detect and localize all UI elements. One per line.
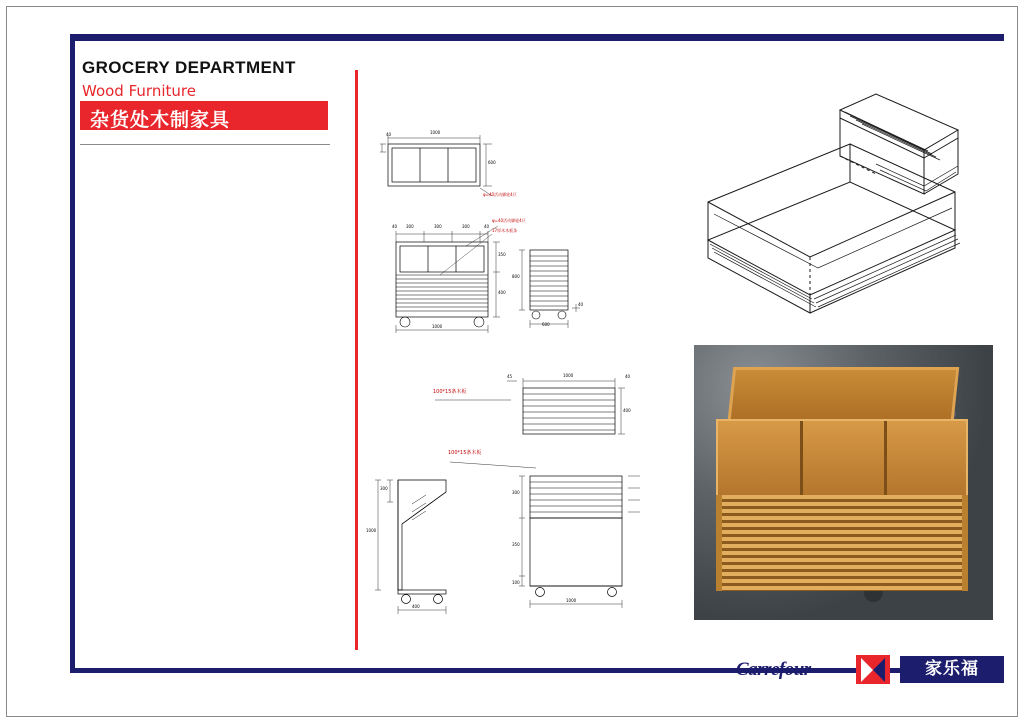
section-width-dim: 1000 [566, 598, 577, 603]
front-seg-1: 40 [392, 224, 398, 229]
page-title: GROCERY DEPARTMENT [82, 58, 296, 77]
front-seg-5: 40 [484, 224, 490, 229]
plan-note-caster: φ=40活动脚轮4只 [483, 192, 517, 197]
shelf-offset: 45 [507, 374, 513, 379]
plan-dim-width: 1000 [430, 130, 441, 135]
furniture-slat-base [716, 495, 968, 591]
front-seg-4: 300 [462, 224, 470, 229]
front-elevation-view [380, 212, 590, 337]
shelf-depth: 400 [623, 408, 631, 413]
plan-dim-edge: 40 [386, 132, 392, 137]
section-height-dim: 300 [512, 490, 520, 495]
side-caster-label: 40 [578, 302, 584, 307]
wooden-display-unit-photo [694, 345, 993, 620]
title-divider [80, 144, 330, 145]
front-height-1: 350 [498, 252, 506, 257]
shelf-edge: 40 [625, 374, 631, 379]
section-base-dim: 100 [512, 580, 520, 585]
section-mid-dim: 350 [512, 542, 520, 547]
angled-height-dim: 1000 [366, 528, 377, 533]
carrefour-chevron-logo-icon [856, 655, 890, 684]
shelf-plan-view [505, 372, 645, 447]
brand-cn-wordmark: 家乐福 [900, 656, 1004, 683]
front-seg-2: 300 [406, 224, 414, 229]
furniture-middle-panel [716, 419, 968, 497]
shelf-note-board: 100*15条木板 [433, 389, 467, 395]
front-height-2: 400 [498, 290, 506, 295]
front-overall-width: 1000 [432, 324, 443, 329]
front-seg-3: 300 [434, 224, 442, 229]
side-height-label: 800 [512, 274, 520, 279]
section-note-board: 100*15条木板 [448, 450, 482, 456]
column-divider [355, 70, 358, 650]
shelf-width: 1000 [563, 373, 574, 378]
side-width-label: 600 [542, 322, 550, 327]
angled-side-elevation [368, 462, 478, 617]
brand-wordmark: Carrefour [736, 659, 811, 680]
front-note-caster: φ=40活动脚轮4只 [492, 218, 526, 223]
page-subtitle: Wood Furniture [82, 82, 196, 100]
angled-top-dim: 300 [380, 486, 388, 491]
carrefour-logo [736, 655, 1004, 685]
angled-base-dim: 400 [412, 604, 420, 609]
title-cn-text: 杂货处木制家具 [90, 109, 231, 131]
furniture-divider-right [884, 421, 887, 495]
isometric-3d-view [690, 90, 990, 320]
photo-furniture [716, 367, 974, 597]
plan-dim-depth: 600 [488, 160, 496, 165]
furniture-divider-left [800, 421, 803, 495]
header-rule [70, 34, 1004, 41]
shelf-plan-note [433, 389, 513, 406]
left-rule [70, 34, 75, 673]
section-note [448, 450, 538, 469]
front-note-board: 17厚木木板条 [492, 228, 518, 233]
top-plan-view [380, 126, 517, 206]
section-elevation-view [500, 458, 660, 618]
